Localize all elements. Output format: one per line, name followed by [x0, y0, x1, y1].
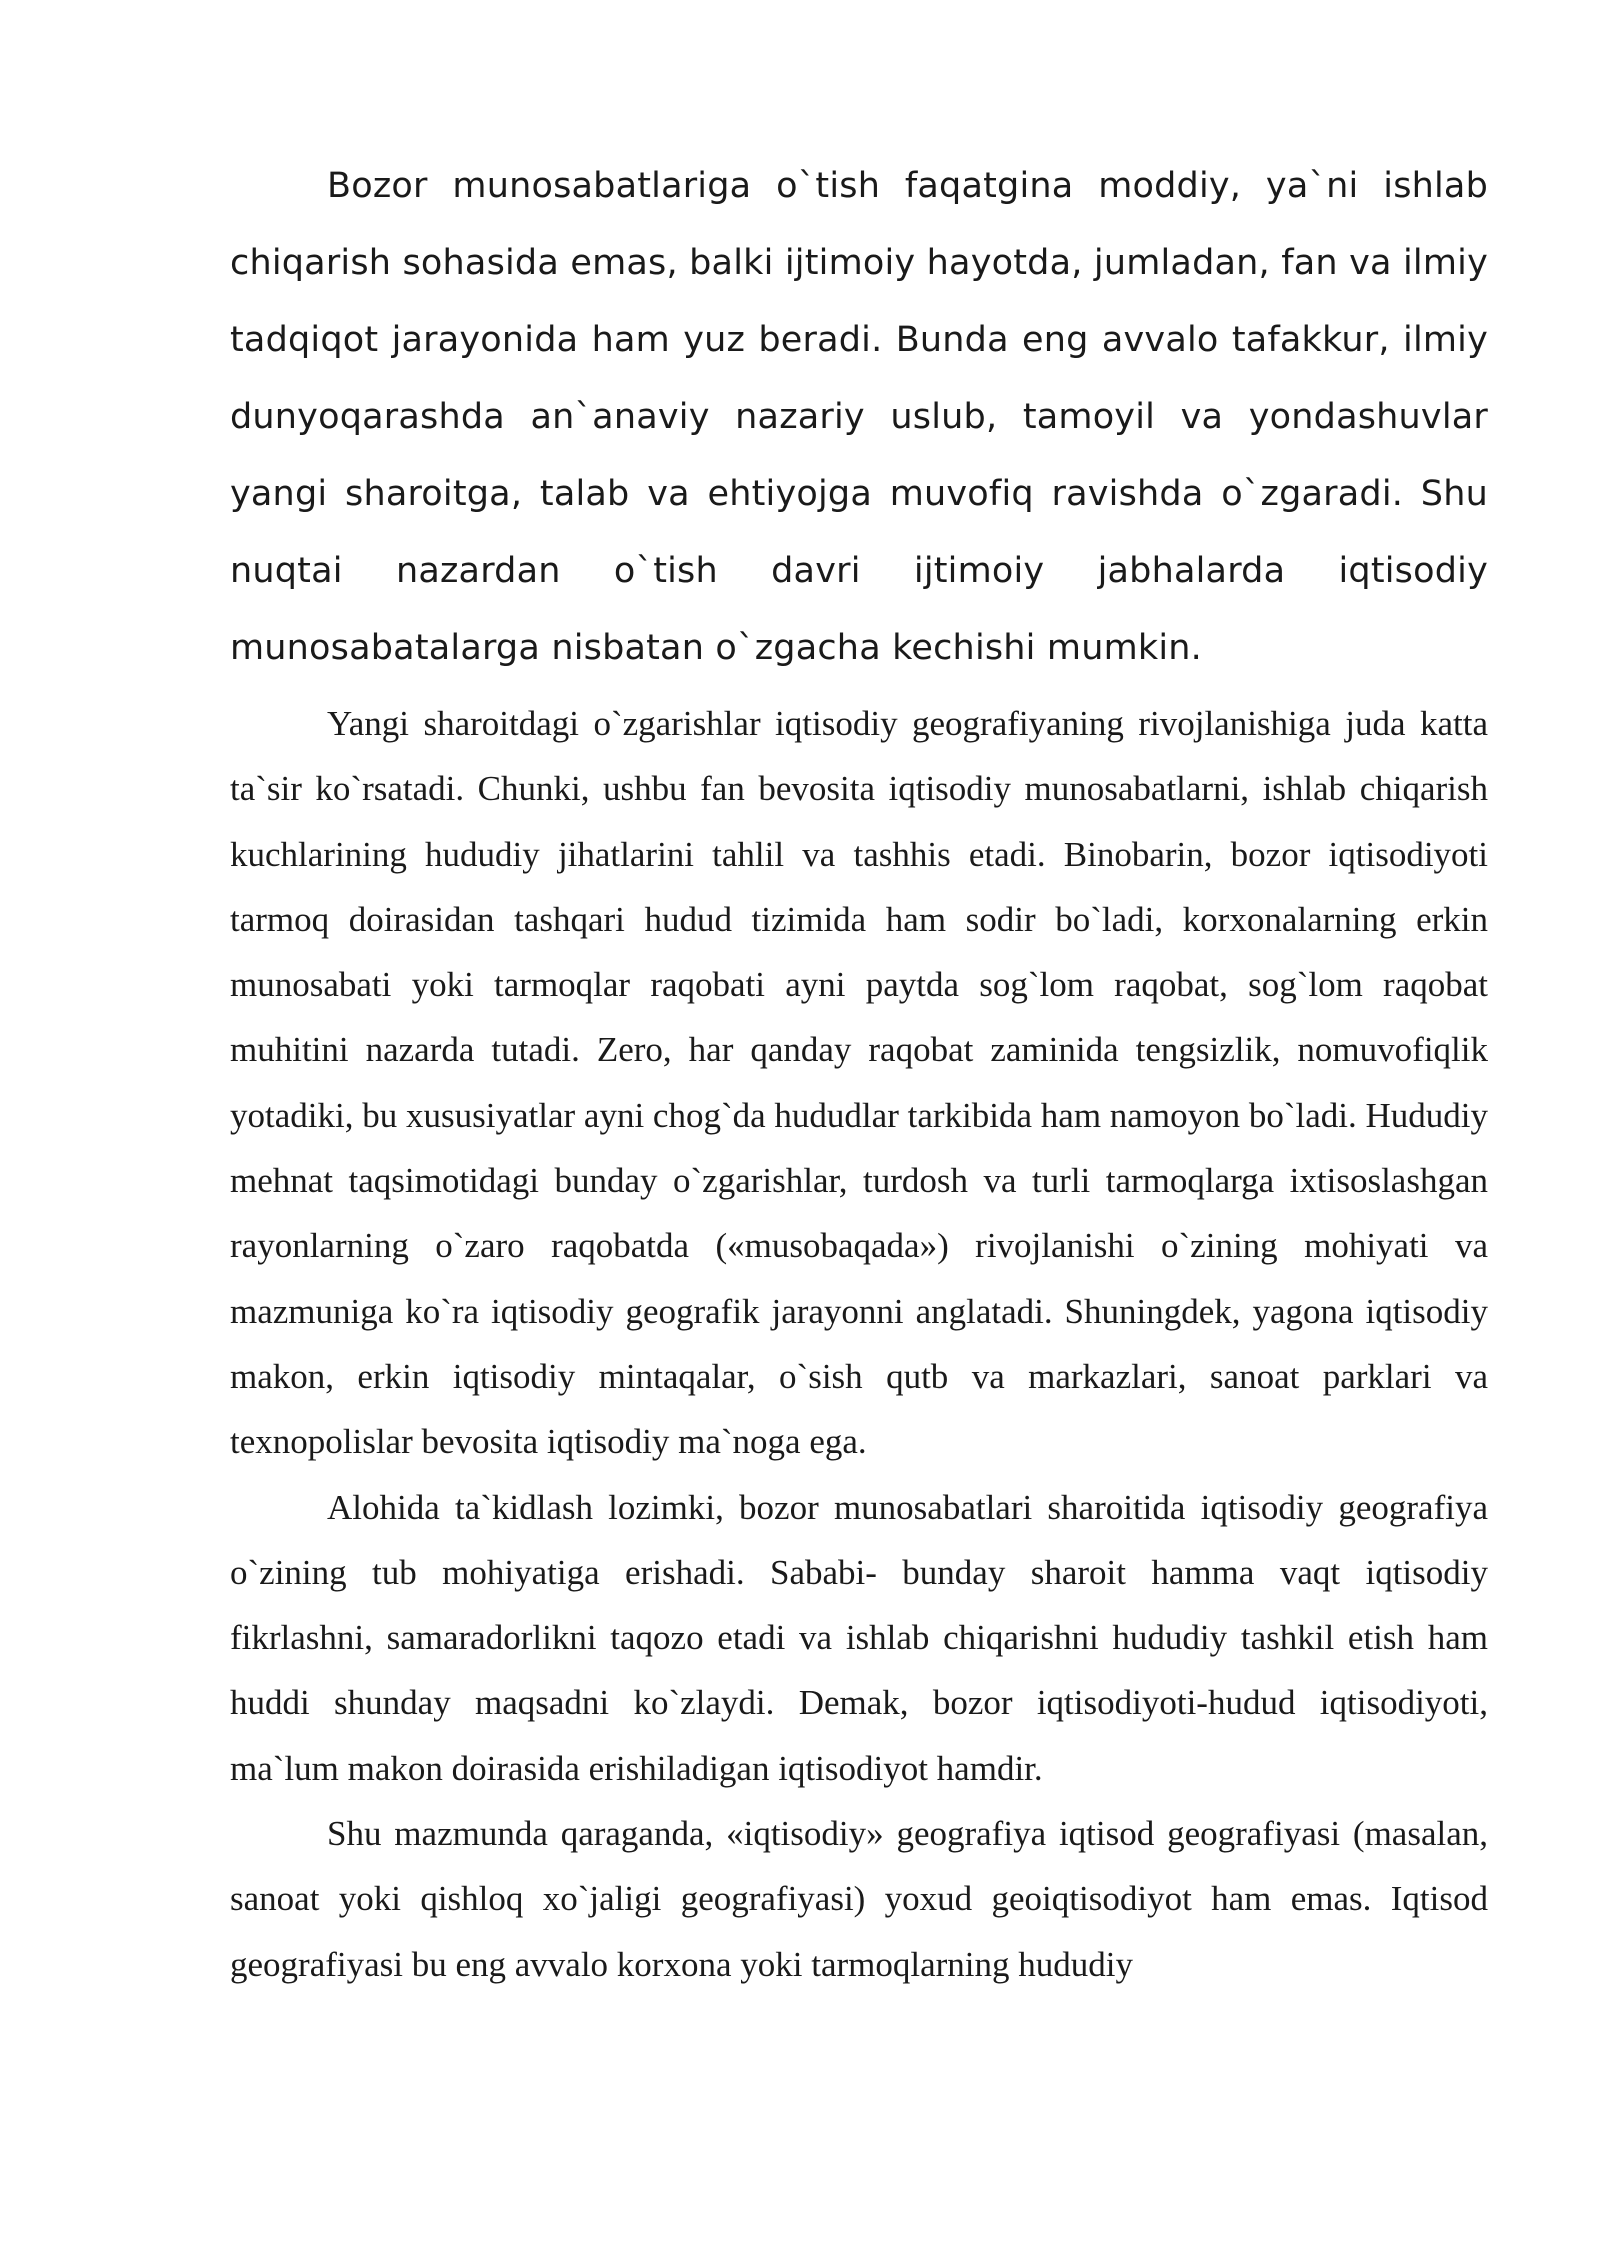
paragraph-3: Alohida ta`kidlash lozimki, bozor munosabatlari sharoitida iqtisodiy geografiya o`zining tub mohiyatiga erishadi. Sababi- bunday sharoit hamma vaqt iqtisodiy fikrlashni, samaradorlikni taqozo etadi va ishlab chiqarishni hududiy tashkil etish ham huddi shunday maqsadni ko`zlaydi. Demak, bozor iqtisodiyoti-hudud iqtisodiyoti, ma`lum makon doirasida erishiladigan iqtisodiyot hamdir.	[230, 1487, 1488, 1788]
paragraph-2: Yangi sharoitdagi o`zgarishlar iqtisodiy geografiyaning rivojlanishiga juda katta ta`sir ko`rsatadi. Chunki, ushbu fan bevosita iqtisodiy munosabatlarni, ishlab chiqarish kuchlarining hududiy jihatlarini tahlil va tashhis etadi. Binobarin, bozor iqtisodiyoti tarmoq doirasidan tashqari hudud tizimida ham sodir bo`ladi, korxonalarning erkin munosabati yoki tarmoqlar raqobati ayni paytda sog`lom raqobat, sog`lom raqobat muhitini nazarda tutadi. Zero, har qanday raqobat zaminida tengsizlik, nomuvofiqlik yotadiki, bu xususiyatlar ayni chog`da hududlar tarkibida ham namoyon bo`ladi. Hududiy mehnat taqsimotidagi bunday o`zgarishlar, turdosh va turli tarmoqlarga ixtisoslashgan rayonlarning o`zaro raqobatda («musobaqada») rivojlanishi o`zining mohiyati va mazmuniga ko`ra iqtisodiy geografik jarayonni anglatadi. Shuningdek, yagona iqtisodiy makon, erkin iqtisodiy mintaqalar, o`sish qutb va markazlari, sanoat parklari va texnopolislar bevosita iqtisodiy ma`noga ega.	[230, 704, 1488, 1462]
document-page	[230, 148, 1488, 1997]
paragraph-1: Bozor munosabatlariga o`tish faqatgina moddiy, ya`ni ishlab chiqarish sohasida emas, balki ijtimoiy hayotda, jumladan, fan va ilmiy tadqiqot jarayonida ham yuz beradi. Bunda eng avvalo tafakkur, ilmiy dunyoqarashda an`anaviy nazariy uslub, tamoyil va yondashuvlar yangi sharoitga, talab va ehtiyojga muvofiq ravishda o`zgaradi. Shu nuqtai nazardan o`tish davri ijtimoiy jabhalarda iqtisodiy munosabatalarga nisbatan o`zgacha kechishi mumkin.	[230, 166, 1488, 668]
paragraph-4: Shu mazmunda qaraganda, «iqtisodiy» geografiya iqtisod geografiyasi (masalan, sanoat yoki qishloq xo`jaligi geografiyasi) yoxud geoiqtisodiyot ham emas. Iqtisod geografiyasi bu eng avvalo korxona yoki tarmoqlarning hududiy	[230, 1814, 1488, 1984]
